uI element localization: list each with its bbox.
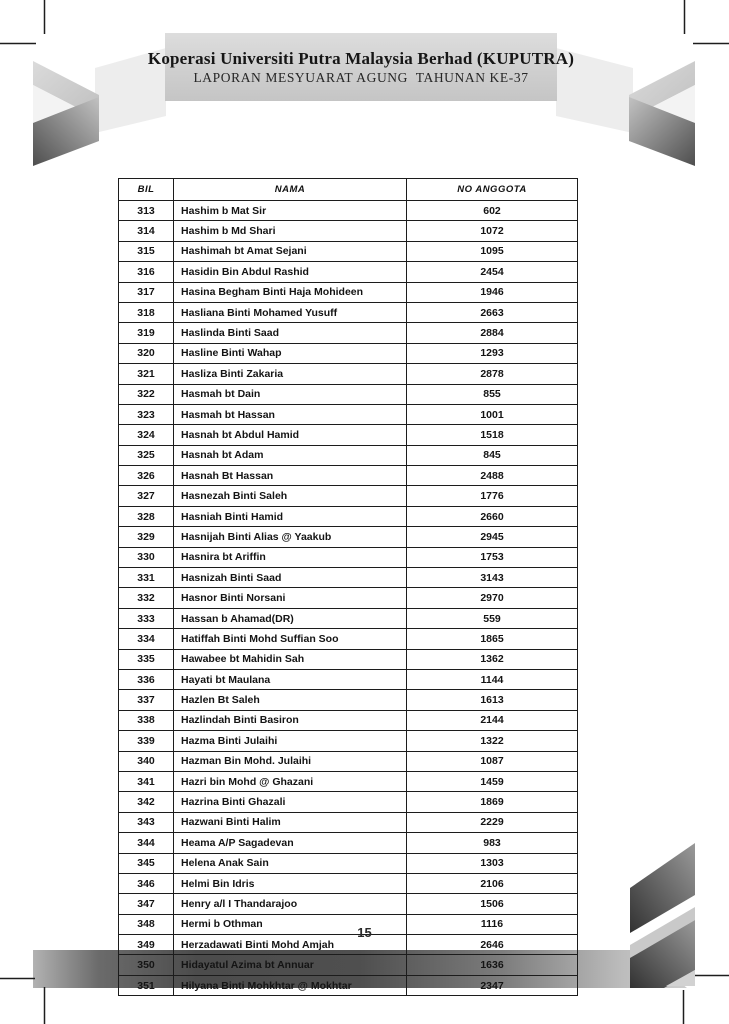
bottom-right-chevron-decoration — [630, 843, 695, 988]
no-anggota-cell: 1144 — [407, 669, 578, 689]
no-anggota-cell: 2878 — [407, 364, 578, 384]
no-anggota-cell: 2106 — [407, 873, 578, 893]
nama-cell: Hashim b Md Shari — [174, 221, 407, 241]
report-subtitle: LAPORAN MESYUARAT AGUNG TAHUNAN KE-37 — [193, 69, 529, 85]
no-anggota-cell: 1116 — [407, 914, 578, 934]
table-row — [119, 466, 578, 486]
bil-cell: 342 — [119, 792, 174, 812]
table-row — [119, 506, 578, 526]
table-row — [119, 669, 578, 689]
bil-cell: 337 — [119, 690, 174, 710]
table-row — [119, 812, 578, 832]
nama-cell: Hawabee bt Mahidin Sah — [174, 649, 407, 669]
bil-cell: 319 — [119, 323, 174, 343]
nama-cell: Hasina Begham Binti Haja Mohideen — [174, 282, 407, 302]
top-left-ribbon-decoration — [33, 48, 166, 166]
bil-cell: 351 — [119, 975, 174, 995]
nama-cell: Hasliza Binti Zakaria — [174, 364, 407, 384]
no-anggota-cell: 1753 — [407, 547, 578, 567]
page-number: 15 — [357, 925, 372, 940]
nama-cell: Hilyana Binti Mohkhtar @ Mokhtar — [174, 975, 407, 995]
no-anggota-cell: 1946 — [407, 282, 578, 302]
table-row — [119, 649, 578, 669]
no-anggota-cell: 2488 — [407, 466, 578, 486]
column-header-bil: BIL — [119, 179, 174, 201]
table-row — [119, 262, 578, 282]
bil-cell: 325 — [119, 445, 174, 465]
table-row — [119, 302, 578, 322]
bil-cell: 330 — [119, 547, 174, 567]
nama-cell: Hatiffah Binti Mohd Suffian Soo — [174, 629, 407, 649]
bil-cell: 317 — [119, 282, 174, 302]
nama-cell: Hasidin Bin Abdul Rashid — [174, 262, 407, 282]
no-anggota-cell: 1072 — [407, 221, 578, 241]
table-row — [119, 873, 578, 893]
no-anggota-cell: 2970 — [407, 588, 578, 608]
table-row — [119, 241, 578, 261]
nama-cell: Hasnijah Binti Alias @ Yaakub — [174, 527, 407, 547]
member-table-body — [119, 201, 578, 996]
table-row — [119, 588, 578, 608]
no-anggota-cell: 1518 — [407, 425, 578, 445]
no-anggota-cell: 855 — [407, 384, 578, 404]
table-row — [119, 343, 578, 363]
table-row — [119, 710, 578, 730]
nama-cell: Hasnah Bt Hassan — [174, 466, 407, 486]
bil-cell: 331 — [119, 568, 174, 588]
nama-cell: Hazrina Binti Ghazali — [174, 792, 407, 812]
nama-cell: Hasnizah Binti Saad — [174, 568, 407, 588]
member-table-header — [119, 179, 578, 201]
bil-cell: 329 — [119, 527, 174, 547]
nama-cell: Helmi Bin Idris — [174, 873, 407, 893]
nama-cell: Hidayatul Azima bt Annuar — [174, 955, 407, 975]
column-header-no-anggota: NO ANGGOTA — [407, 179, 578, 201]
bil-cell: 326 — [119, 466, 174, 486]
bil-cell: 341 — [119, 771, 174, 791]
no-anggota-cell: 559 — [407, 608, 578, 628]
bil-cell: 334 — [119, 629, 174, 649]
no-anggota-cell: 1869 — [407, 792, 578, 812]
header-row — [119, 179, 578, 201]
no-anggota-cell: 3143 — [407, 568, 578, 588]
header-banner — [147, 33, 575, 101]
no-anggota-cell: 1322 — [407, 731, 578, 751]
table-row — [119, 323, 578, 343]
nama-cell: Herzadawati Binti Mohd Amjah — [174, 935, 407, 955]
bil-cell: 318 — [119, 302, 174, 322]
no-anggota-cell: 1636 — [407, 955, 578, 975]
nama-cell: Hayati bt Maulana — [174, 669, 407, 689]
bil-cell: 322 — [119, 384, 174, 404]
nama-cell: Henry a/l I Thandarajoo — [174, 894, 407, 914]
bil-cell: 336 — [119, 669, 174, 689]
nama-cell: Hasnah bt Adam — [174, 445, 407, 465]
table-row — [119, 404, 578, 424]
table-row — [119, 384, 578, 404]
table-row — [119, 975, 578, 995]
no-anggota-cell: 2884 — [407, 323, 578, 343]
organization-title: Koperasi Universiti Putra Malaysia Berhad (KUPUTRA) — [147, 48, 575, 68]
table-row — [119, 608, 578, 628]
no-anggota-cell: 1506 — [407, 894, 578, 914]
no-anggota-cell: 1001 — [407, 404, 578, 424]
nama-cell: Hasline Binti Wahap — [174, 343, 407, 363]
nama-cell: Hashim b Mat Sir — [174, 201, 407, 221]
no-anggota-cell: 1293 — [407, 343, 578, 363]
bil-cell: 347 — [119, 894, 174, 914]
no-anggota-cell: 1303 — [407, 853, 578, 873]
nama-cell: Heama A/P Sagadevan — [174, 833, 407, 853]
nama-cell: Hasnor Binti Norsani — [174, 588, 407, 608]
bil-cell: 327 — [119, 486, 174, 506]
nama-cell: Hassan b Ahamad(DR) — [174, 608, 407, 628]
no-anggota-cell: 2646 — [407, 935, 578, 955]
bil-cell: 320 — [119, 343, 174, 363]
bil-cell: 345 — [119, 853, 174, 873]
nama-cell: Hazwani Binti Halim — [174, 812, 407, 832]
no-anggota-cell: 1362 — [407, 649, 578, 669]
bil-cell: 339 — [119, 731, 174, 751]
nama-cell: Hazlindah Binti Basiron — [174, 710, 407, 730]
table-row — [119, 547, 578, 567]
nama-cell: Hazman Bin Mohd. Julaihi — [174, 751, 407, 771]
no-anggota-cell: 2454 — [407, 262, 578, 282]
bil-cell: 340 — [119, 751, 174, 771]
nama-cell: Haslinda Binti Saad — [174, 323, 407, 343]
no-anggota-cell: 1095 — [407, 241, 578, 261]
table-row — [119, 282, 578, 302]
nama-cell: Helena Anak Sain — [174, 853, 407, 873]
no-anggota-cell: 602 — [407, 201, 578, 221]
no-anggota-cell: 1865 — [407, 629, 578, 649]
bil-cell: 313 — [119, 201, 174, 221]
no-anggota-cell: 1459 — [407, 771, 578, 791]
table-row — [119, 853, 578, 873]
column-header-nama: NAMA — [174, 179, 407, 201]
bil-cell: 348 — [119, 914, 174, 934]
nama-cell: Hermi b Othman — [174, 914, 407, 934]
no-anggota-cell: 2229 — [407, 812, 578, 832]
bil-cell: 343 — [119, 812, 174, 832]
bil-cell: 332 — [119, 588, 174, 608]
bil-cell: 350 — [119, 955, 174, 975]
nama-cell: Hasliana Binti Mohamed Yusuff — [174, 302, 407, 322]
table-row — [119, 425, 578, 445]
nama-cell: Hasniah Binti Hamid — [174, 506, 407, 526]
nama-cell: Hasnezah Binti Saleh — [174, 486, 407, 506]
bil-cell: 349 — [119, 935, 174, 955]
table-row — [119, 629, 578, 649]
bil-cell: 338 — [119, 710, 174, 730]
bil-cell: 316 — [119, 262, 174, 282]
nama-cell: Hazlen Bt Saleh — [174, 690, 407, 710]
nama-cell: Hasmah bt Hassan — [174, 404, 407, 424]
nama-cell: Hashimah bt Amat Sejani — [174, 241, 407, 261]
bil-cell: 314 — [119, 221, 174, 241]
table-row — [119, 833, 578, 853]
table-row — [119, 690, 578, 710]
no-anggota-cell: 1776 — [407, 486, 578, 506]
nama-cell: Hasnira bt Ariffin — [174, 547, 407, 567]
table-row — [119, 751, 578, 771]
no-anggota-cell: 2660 — [407, 506, 578, 526]
top-right-ribbon-decoration — [556, 48, 695, 166]
table-row — [119, 364, 578, 384]
table-row — [119, 527, 578, 547]
no-anggota-cell: 2663 — [407, 302, 578, 322]
table-row — [119, 486, 578, 506]
bil-cell: 344 — [119, 833, 174, 853]
no-anggota-cell: 2144 — [407, 710, 578, 730]
bil-cell: 315 — [119, 241, 174, 261]
bil-cell: 335 — [119, 649, 174, 669]
table-row — [119, 771, 578, 791]
table-row — [119, 731, 578, 751]
table-row — [119, 792, 578, 812]
nama-cell: Hazri bin Mohd @ Ghazani — [174, 771, 407, 791]
nama-cell: Hasmah bt Dain — [174, 384, 407, 404]
bil-cell: 333 — [119, 608, 174, 628]
no-anggota-cell: 2945 — [407, 527, 578, 547]
table-row — [119, 894, 578, 914]
table-row — [119, 221, 578, 241]
table-row — [119, 201, 578, 221]
table-row — [119, 568, 578, 588]
bil-cell: 323 — [119, 404, 174, 424]
bil-cell: 328 — [119, 506, 174, 526]
nama-cell: Hazma Binti Julaihi — [174, 731, 407, 751]
table-row — [119, 445, 578, 465]
no-anggota-cell: 1613 — [407, 690, 578, 710]
no-anggota-cell: 2347 — [407, 975, 578, 995]
no-anggota-cell: 983 — [407, 833, 578, 853]
bil-cell: 324 — [119, 425, 174, 445]
no-anggota-cell: 1087 — [407, 751, 578, 771]
member-table — [118, 178, 578, 996]
table-row — [119, 955, 578, 975]
bil-cell: 321 — [119, 364, 174, 384]
nama-cell: Hasnah bt Abdul Hamid — [174, 425, 407, 445]
no-anggota-cell: 845 — [407, 445, 578, 465]
bil-cell: 346 — [119, 873, 174, 893]
